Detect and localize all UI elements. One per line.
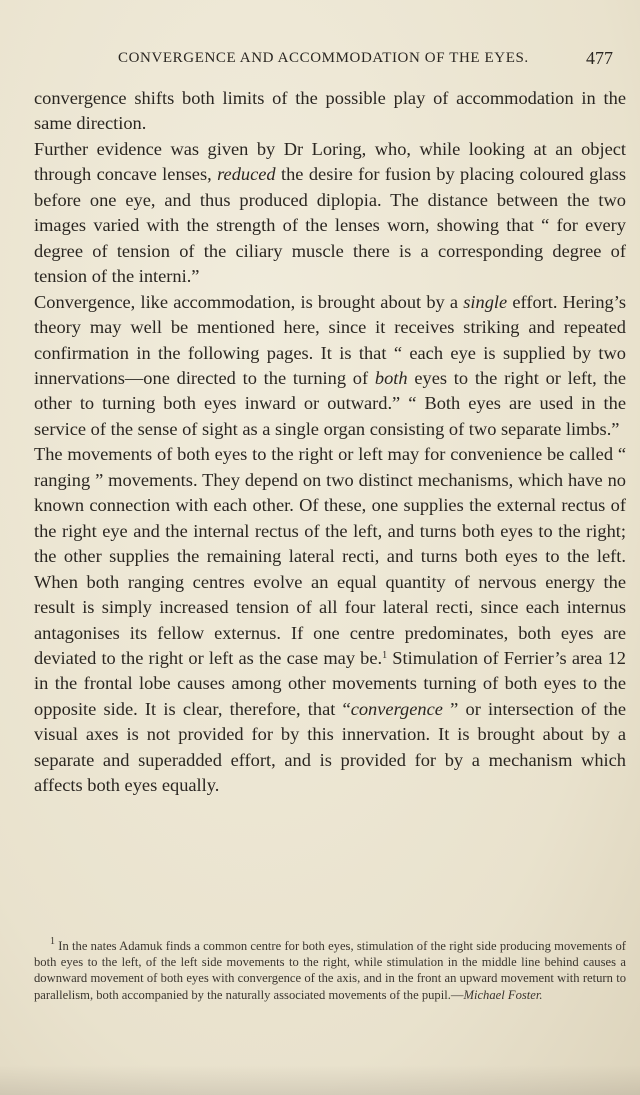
- paragraph-1-text: convergence shifts both limits of the possible play of accommodation in the same direction.: [34, 88, 626, 134]
- body-text: [34, 86, 626, 799]
- footnote: [34, 938, 626, 1003]
- paragraph-4: [34, 442, 626, 798]
- emphasis-convergence: convergence: [350, 698, 443, 719]
- page-number: 477: [586, 48, 613, 68]
- footnote-attribution: Michael Foster.: [463, 987, 543, 1002]
- paragraph-2: [34, 137, 626, 290]
- paragraph-3-text-a: Convergence, like accommodation, is brought about by a: [34, 291, 464, 312]
- footnote-text: In the nates Adamuk finds a common centre for both eyes, stimulation of the right side producing movements of both eyes to the left, of the left side movements to the right, while stimulation in the middle line behind causes a downward movement of both eyes with convergence of the axis, and in the front an upward movement with return to parallelism, both accompanied by the naturally associated movements of the pupil.—: [34, 939, 626, 1002]
- running-head: CONVERGENCE AND ACCOMMODATION OF THE EYES.: [118, 50, 529, 66]
- emphasis-reduced: reduced: [217, 164, 276, 185]
- emphasis-both: both: [374, 367, 408, 388]
- paragraph-1: [34, 86, 626, 137]
- emphasis-single: single: [463, 291, 508, 312]
- paragraph-4-text-a: The movements of both eyes to the right or left may for convenience be called “ ranging ” movements. They depend on two distinct mechanisms, which have no known connection with each other. Of these, one supplies the external rectus of the right eye and the internal rectus of the left, and turns both eyes to the right; the other supplies the remaining lateral recti, and turns both eyes to the left. When both ranging centres evolve an equal quantity of nervous energy the result is simply increased tension of all four lateral recti, since each internus antagonises its fellow externus. If one centre predominates, both eyes are deviated to the right or left as the case may be.: [34, 444, 626, 668]
- paragraph-4-text-b: Stimulation of Ferrier’s area 12 in the frontal lobe causes among other movements turning of both eyes to the opposite side. It is clear, therefore, that “: [34, 647, 627, 719]
- paragraph-3-text-c: eyes to the right or left, the other to turning both eyes inward or outward.” “ Both eyes are used in the service of the sense of sight as a single organ consisting of two separate limbs.”: [34, 367, 626, 439]
- paragraph-3: [34, 290, 626, 443]
- page-header: [0, 48, 640, 72]
- paragraph-4-text-c: ” or intersection of the visual axes is not provided for by this innervation. It is brought about by a separate and superadded effort, and is provided for by a mechanism which affects both eyes equally.: [34, 698, 626, 796]
- footnote-marker: 1: [50, 936, 55, 947]
- footnote-paragraph: [34, 938, 626, 1003]
- footnote-ref: 1: [382, 649, 388, 661]
- paragraph-2-text-a: Further evidence was given by Dr Loring, who, while looking at an object through concave lenses,: [34, 138, 626, 185]
- paragraph-3-text-b: effort. Hering’s theory may well be mentioned here, since it receives striking and repeated confirmation in the following pages. It is that “ each eye is supplied by two innervations—one directed to the turning of: [34, 291, 626, 388]
- page-edge-shadow: [0, 1065, 640, 1095]
- paragraph-2-text-b: the desire for fusion by placing coloured glass before one eye, and thus produced diplopia. The distance between the two images varied with the strength of the lenses worn, showing that “ for every degree of tension of the ciliary muscle there is a corresponding degree of tension of the interni.”: [34, 164, 626, 287]
